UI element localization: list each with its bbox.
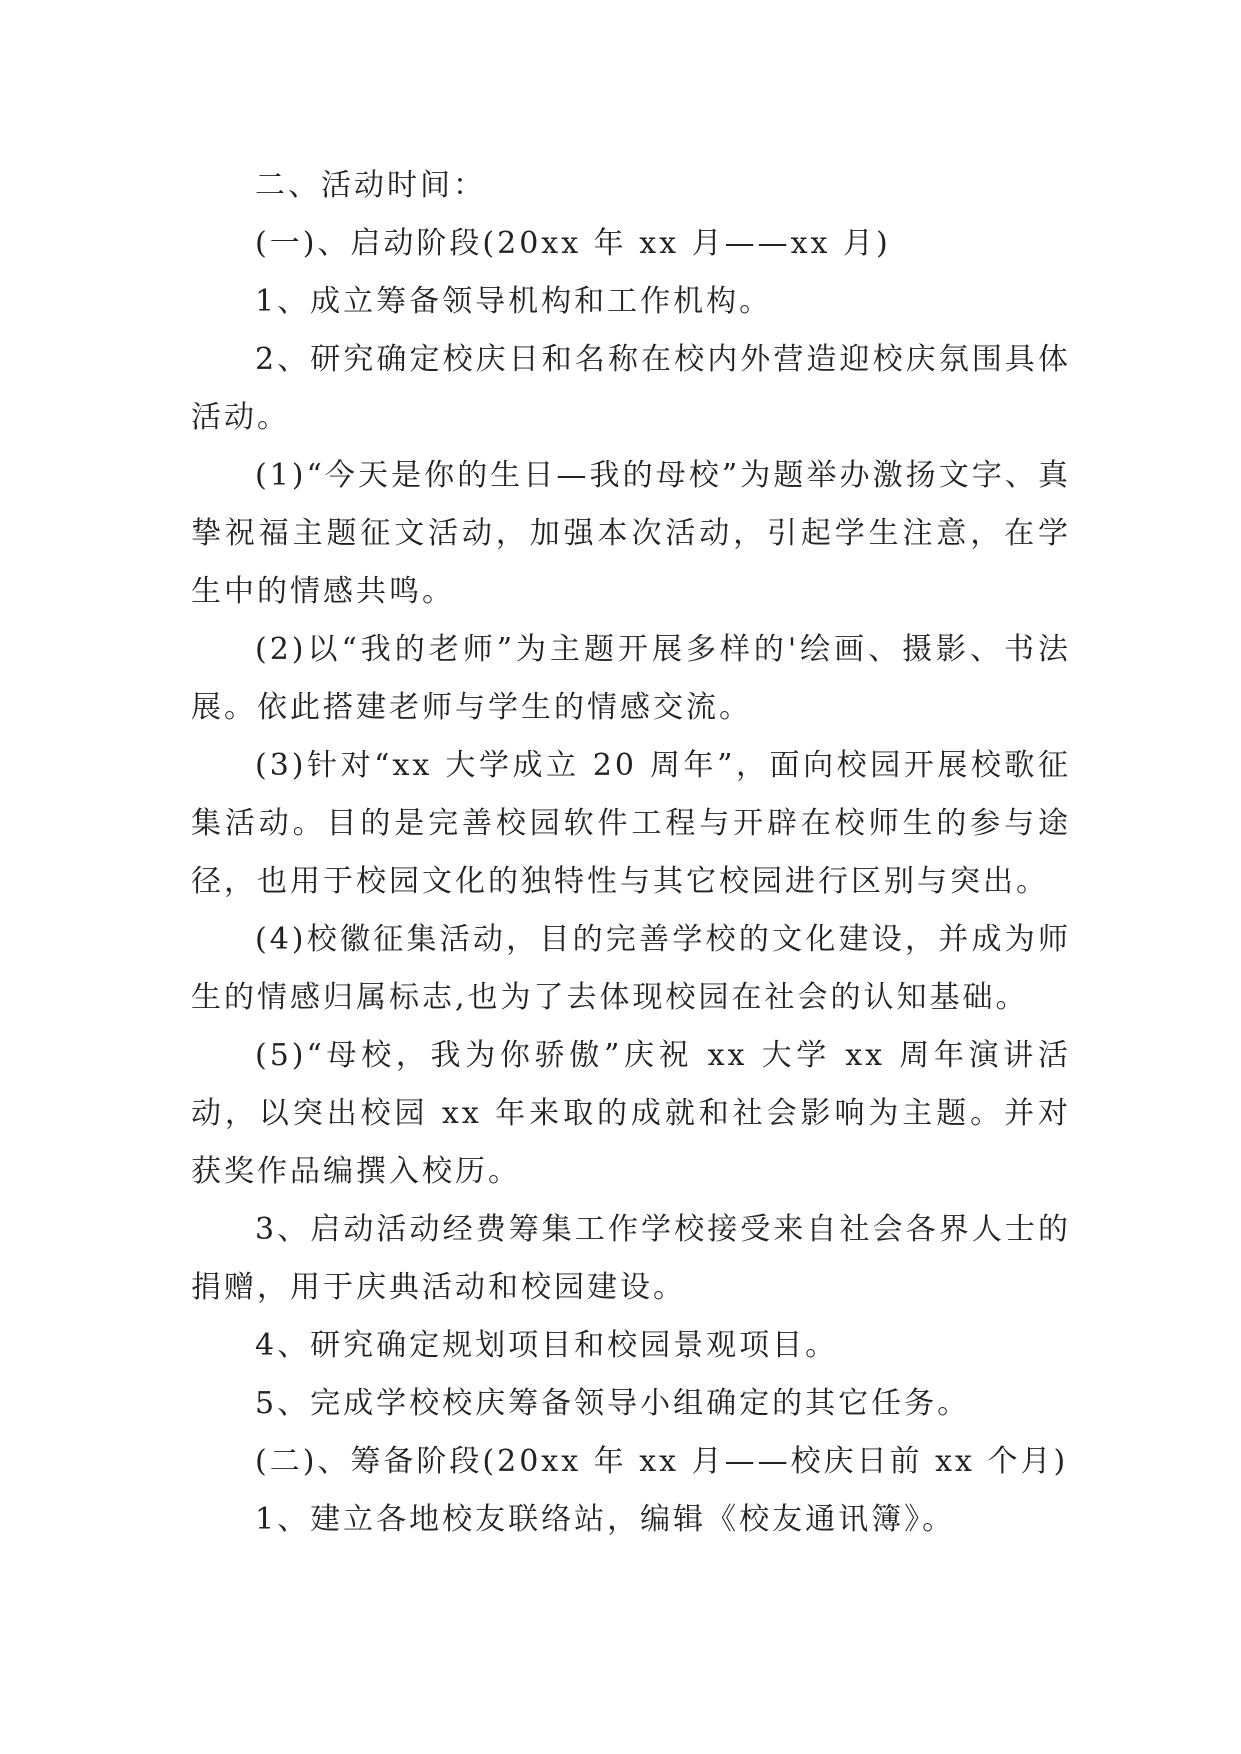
paragraph-item-5: 5、完成学校校庆筹备领导小组确定的其它任务。 bbox=[255, 1386, 971, 1421]
paragraph-item-4: 4、研究确定规划项目和校园景观项目。 bbox=[255, 1328, 839, 1363]
paragraph-subitem-4: (4)校徽征集活动，目的完善学校的文化建设，并成为师生的情感归属标志,也为了去体现校园在社会的认知基础。 bbox=[191, 922, 1071, 1015]
paragraph-subitem-1: (1)“今天是你的生日—我的母校”为题举办激扬文字、真挚祝福主题征文活动，加强本次活动，引起学生注意，在学生中的情感共鸣。 bbox=[191, 458, 1071, 609]
paragraph-item-prep-1: 1、建立各地校友联络站，编辑《校友通讯簿》。 bbox=[255, 1502, 956, 1537]
paragraph-subitem-3: (3)针对“xx 大学成立 20 周年”，面向校园开展校歌征集活动。目的是完善校园软件工程与开辟在校师生的参与途径，也用于校园文化的独特性与其它校园进行区别与突出。 bbox=[191, 748, 1071, 899]
paragraph-subitem-5: (5)“母校，我为你骄傲”庆祝 xx 大学 xx 周年演讲活动，以突出校园 xx 年来取的成就和社会影响为主题。并对获奖作品编撰入校历。 bbox=[191, 1038, 1071, 1189]
paragraph-item-3: 3、启动活动经费筹集工作学校接受来自社会各界人士的捐赠，用于庆典活动和校园建设。 bbox=[191, 1212, 1071, 1305]
paragraph-subitem-2: (2)以“我的老师”为主题开展多样的'绘画、摄影、书法展。依此搭建老师与学生的情感交流。 bbox=[191, 632, 1071, 725]
section-heading-activity-time: 二、活动时间： bbox=[255, 168, 486, 203]
paragraph-item-1: 1、成立筹备领导机构和工作机构。 bbox=[255, 284, 773, 319]
subsection-heading-launch-stage: (一)、启动阶段(20xx 年 xx 月——xx 月) bbox=[255, 226, 891, 261]
document-body bbox=[191, 157, 1071, 1549]
subsection-heading-preparation-stage: (二)、筹备阶段(20xx 年 xx 月——校庆日前 xx 个月) bbox=[255, 1444, 1069, 1479]
paragraph-item-2: 2、研究确定校庆日和名称在校内外营造迎校庆氛围具体活动。 bbox=[191, 342, 1071, 435]
